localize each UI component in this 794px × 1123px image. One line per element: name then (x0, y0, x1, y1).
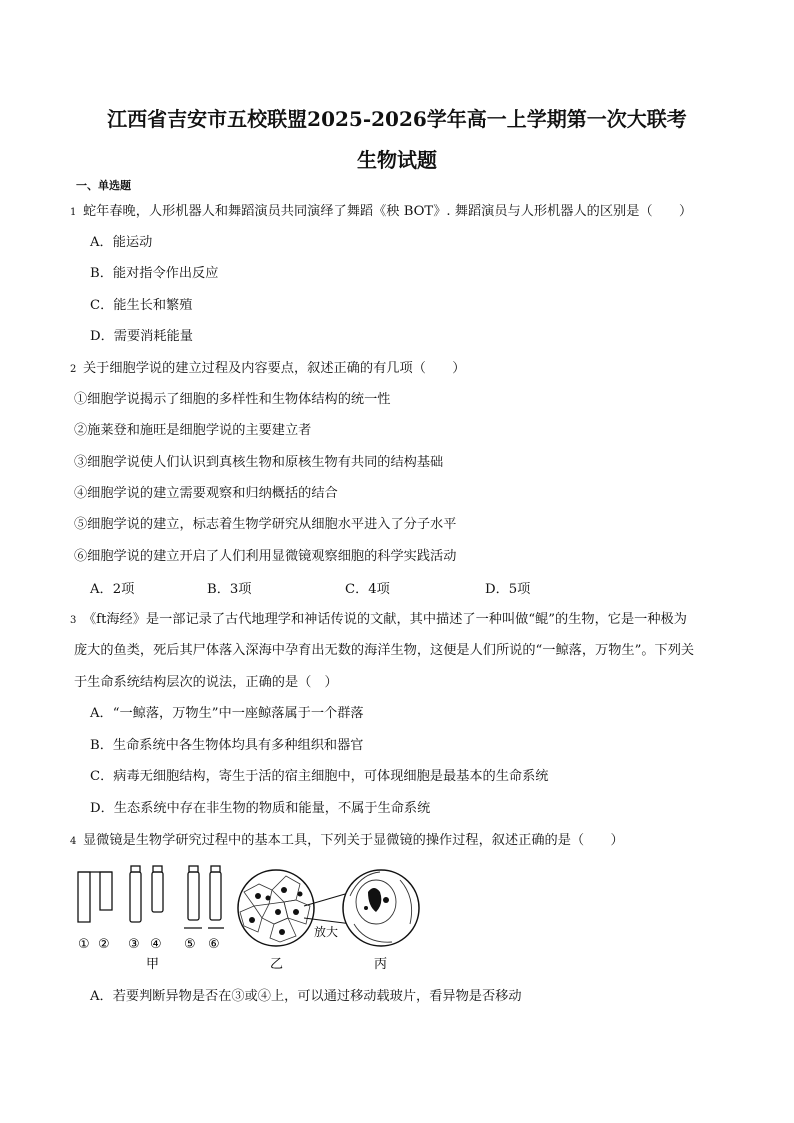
option-d: D．5项 (485, 582, 531, 597)
tube-label: ⑤ (184, 937, 196, 952)
tube-label: ① (78, 937, 90, 952)
lens-tube-5 (188, 872, 199, 920)
question-4 (70, 832, 624, 851)
section-heading: 一、单选题 (76, 179, 131, 192)
question-stem-line: 庞大的鱼类，死后其尸体落入深海中孕育出无数的海洋生物，这便是人们所说的“一鲸落，万物生”。下列关 (74, 643, 695, 658)
statement-item: ①细胞学说揭示了细胞的多样性和生物体结构的统一性 (74, 392, 391, 407)
option-c: C．4项 (345, 582, 390, 597)
option-b: B．能对指令作出反应 (90, 266, 219, 281)
option-c: C．能生长和繁殖 (90, 298, 193, 313)
question-stem: 关于细胞学说的建立过程及内容要点，叙述正确的有几项（ ） (83, 361, 466, 376)
question-3 (70, 611, 687, 630)
option-d: D．需要消耗能量 (90, 329, 193, 344)
question-number: 1 (70, 207, 77, 218)
statement-item: ⑥细胞学说的建立开启了人们利用显微镜观察细胞的科学实践活动 (74, 549, 457, 564)
question-number: 2 (70, 364, 77, 375)
lens-tube-4 (152, 872, 163, 912)
question-2 (70, 360, 465, 379)
field-of-view-yi (238, 870, 314, 946)
statement-item: ⑤细胞学说的建立，标志着生物学研究从细胞水平进入了分子水平 (74, 517, 457, 532)
question-number: 4 (70, 836, 77, 847)
label-magnify: 放大 (314, 925, 339, 939)
option-d: D．生态系统中存在非生物的物质和能量，不属于生命系统 (90, 801, 431, 816)
label-yi: 乙 (270, 957, 284, 972)
question-stem-line: 《ft海经》是一部记录了古代地理学和神话传说的文献，其中描述了一种叫做“鲲”的生物，它是一种极为 (83, 612, 687, 627)
option-a: A．能运动 (90, 235, 153, 250)
option-c: C．病毒无细胞结构，寄生于活的宿主细胞中，可体现细胞是最基本的生命系统 (90, 769, 549, 784)
question-1 (70, 203, 692, 222)
option-a: A．“一鲸落，万物生”中一座鲸落属于一个群落 (90, 706, 364, 721)
field-of-view-bing (343, 870, 419, 946)
exam-title: 江西省吉安市五校联盟2025-2026学年高一上学期第一次大联考 (107, 107, 687, 131)
exam-subtitle: 生物试题 (357, 148, 437, 172)
option-a: A．若要判断异物是否在③或④上，可以通过移动载玻片，看异物是否移动 (90, 989, 522, 1004)
lens-tube-4-cap (153, 866, 162, 872)
option-a: A．2项 (90, 582, 135, 597)
question-stem: 显微镜是生物学研究过程中的基本工具，下列关于显微镜的操作过程，叙述正确的是（ ） (83, 833, 624, 848)
lens-tube-6 (210, 872, 221, 920)
tube-label: ③ (128, 937, 140, 952)
option-b: B．生命系统中各生物体均具有多种组织和器官 (90, 738, 364, 753)
objective-lens-diagram (78, 866, 224, 928)
statement-item: ④细胞学说的建立需要观察和归纳概括的结合 (74, 486, 338, 501)
statement-item: ③细胞学说使人们认识到真核生物和原核生物有共同的结构基础 (74, 455, 444, 470)
tube-label: ② (98, 937, 110, 952)
label-bing: 丙 (374, 957, 388, 972)
lens-tube-1 (78, 872, 90, 922)
lens-tube-3-cap (131, 866, 140, 872)
option-b: B．3项 (207, 582, 252, 597)
label-jia: 甲 (146, 957, 160, 972)
question-stem: 蛇年春晚，人形机器人和舞蹈演员共同演绎了舞蹈《秧 BOT》. 舞蹈演员与人形机器人的区别是（ ） (83, 204, 693, 219)
microscope-figure (74, 862, 434, 980)
statement-item: ②施莱登和施旺是细胞学说的主要建立者 (74, 423, 312, 438)
question-number: 3 (70, 615, 77, 626)
tube-label: ④ (150, 937, 162, 952)
question-stem-line: 于生命系统结构层次的说法，正确的是（ ） (74, 675, 338, 690)
lens-tube-3 (130, 872, 141, 922)
tube-label: ⑥ (208, 937, 220, 952)
lens-tube-2 (100, 872, 112, 910)
